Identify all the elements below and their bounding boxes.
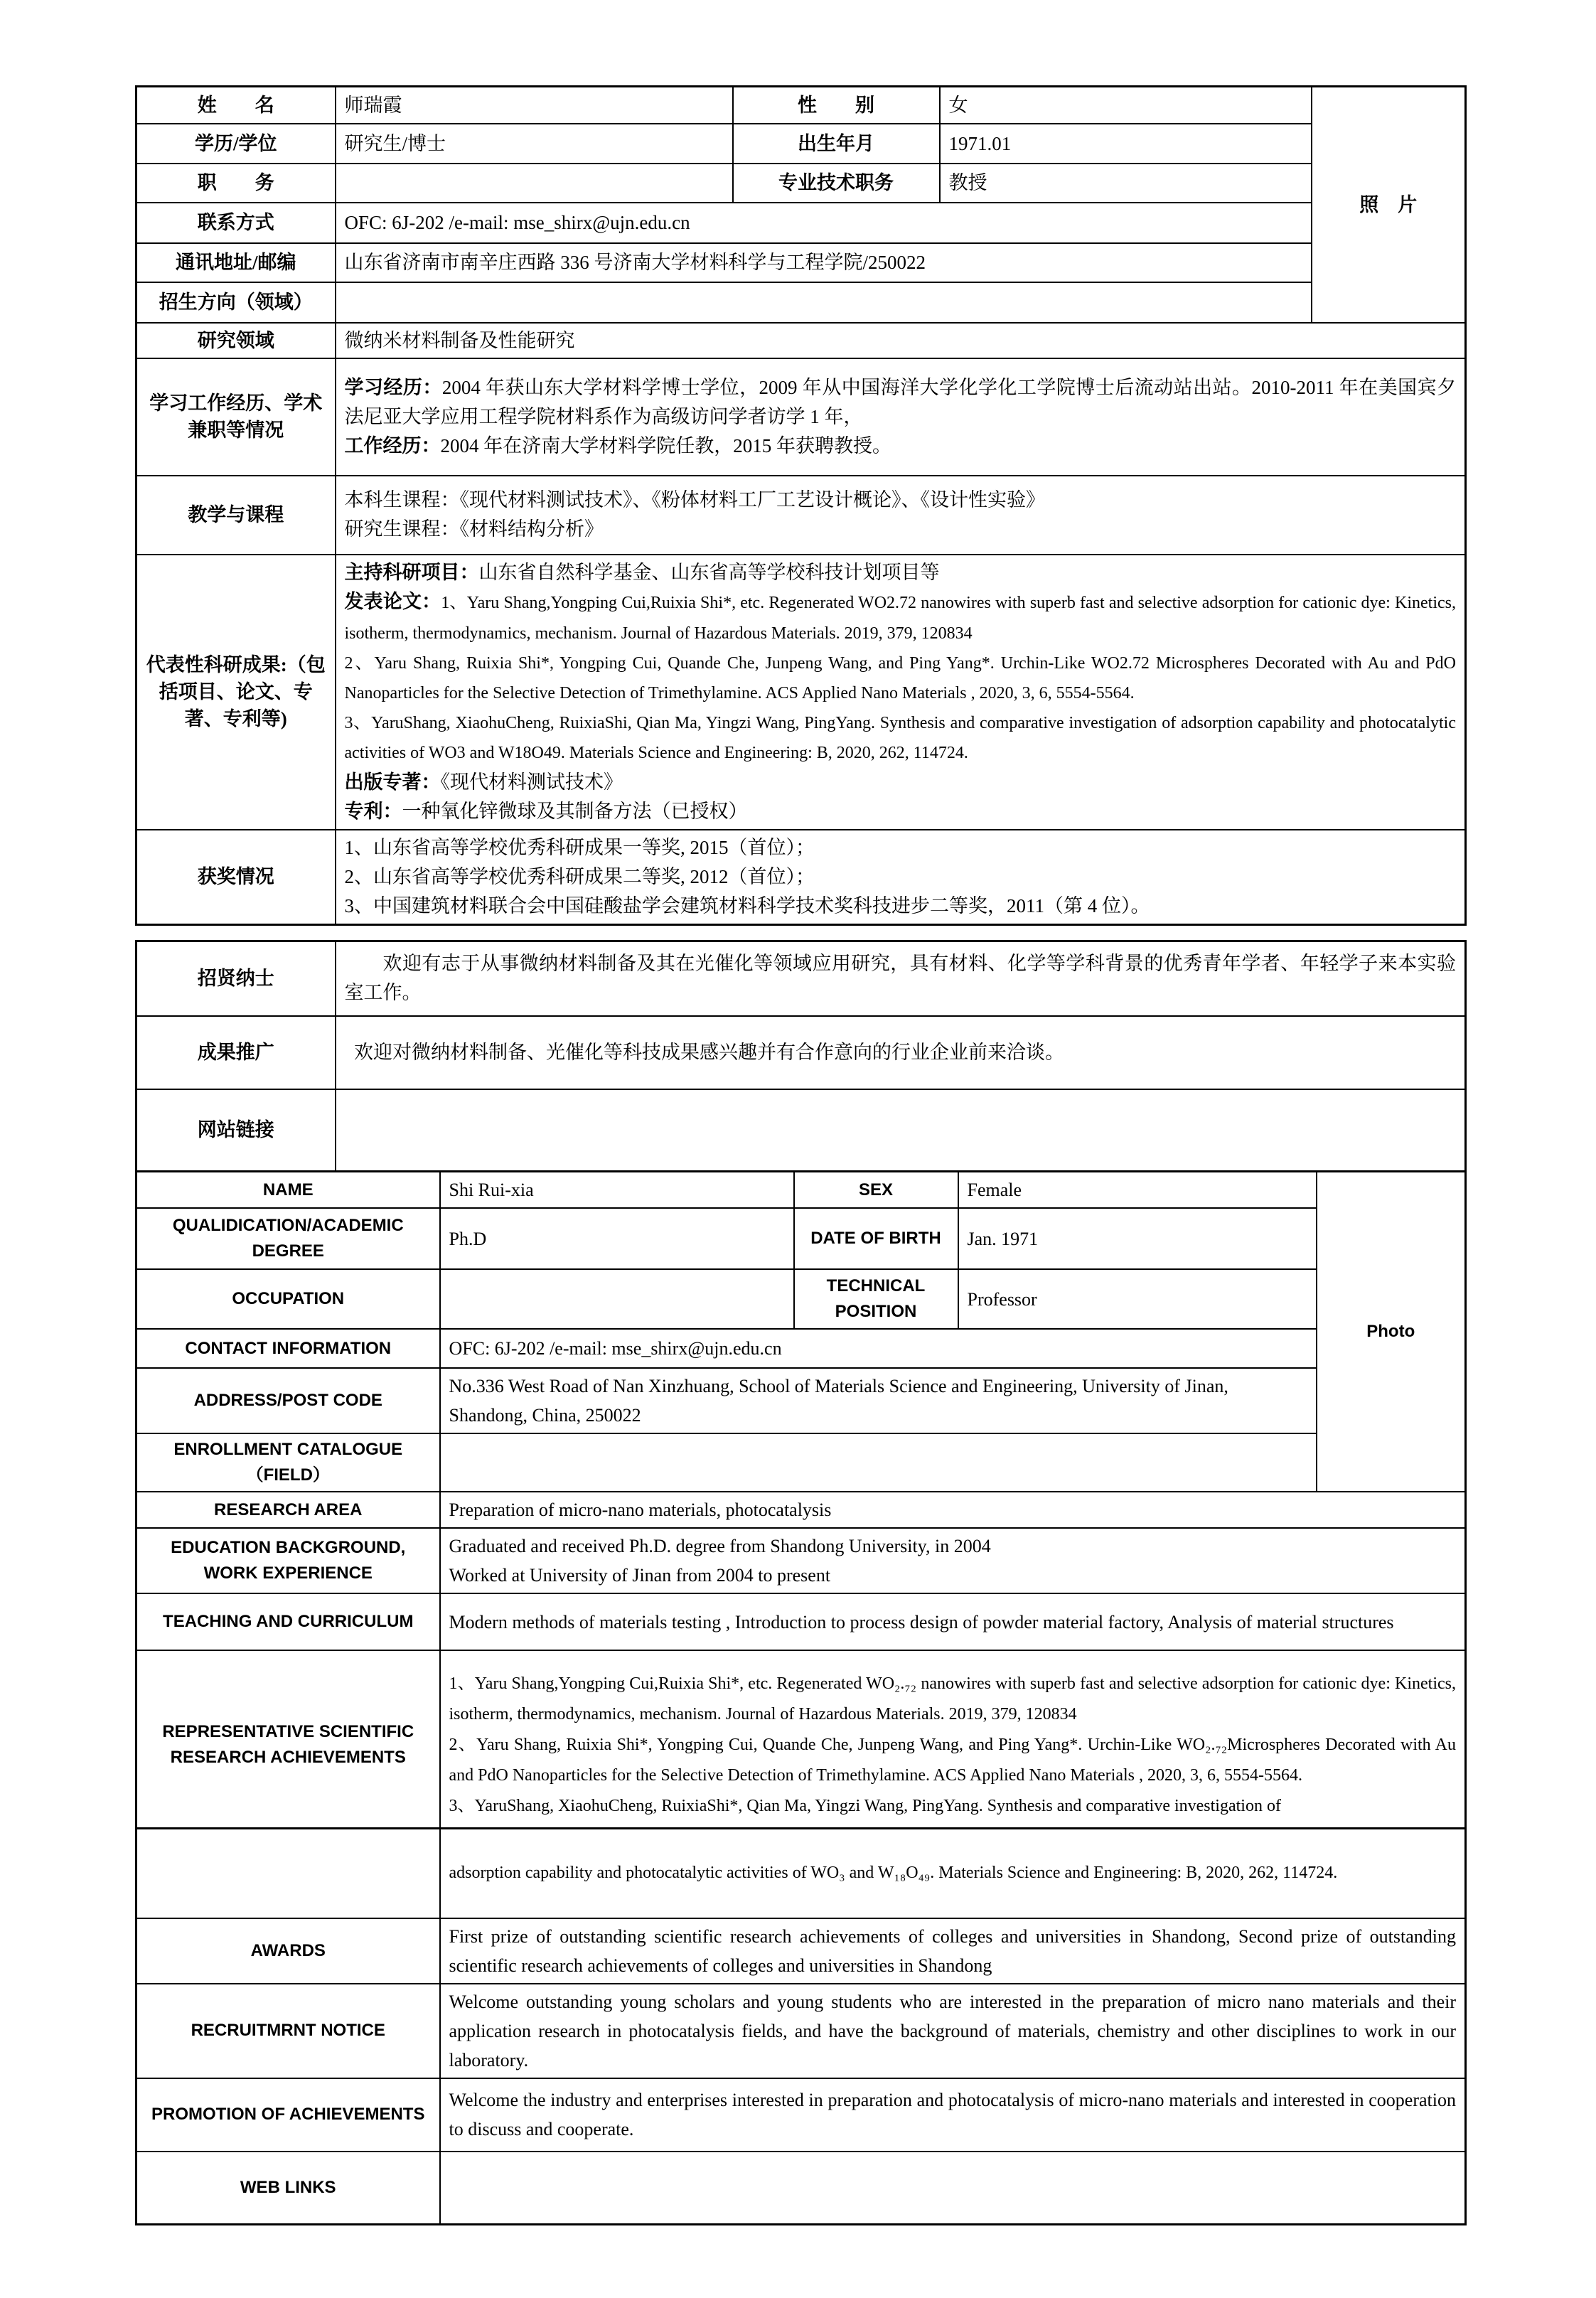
- study-line-heading: 工作经历：: [344, 434, 441, 456]
- cn-recruit-value: 欢迎有志于从事微纳材料制备及其在光催化等领域应用研究，具有材料、化学等学科背景的优秀青年学者、年轻学子来本实验室工作。: [336, 941, 1466, 1016]
- en-teaching-label: TEACHING AND CURRICULUM: [136, 1593, 440, 1650]
- en-address-label: ADDRESS/POST CODE: [136, 1368, 440, 1433]
- en-achievements-label: REPRESENTATIVE SCIENTIFIC RESEARCH ACHIEVEMENTS: [136, 1650, 440, 1840]
- cn-recruit-label: 招贤纳士: [136, 941, 336, 1016]
- cn-teaching-value: [336, 476, 1466, 555]
- en-sex-value: Female: [958, 1172, 1317, 1209]
- en-enrollment-label: ENROLLMENT CATALOGUE（FIELD）: [136, 1433, 440, 1492]
- study-line-text: 2004 年在济南大学材料学院任教，2015 年获聘教授。: [440, 434, 891, 456]
- cn-row-teaching: [136, 476, 1466, 555]
- cn-sex-value: 女: [940, 87, 1312, 124]
- award-line: 3、中国建筑材料联合会中国硅酸盐学会建筑材料科学技术奖科技进步二等奖，2011（第 4 位）。: [344, 894, 1150, 916]
- en-recruitment-label: RECRUITMRNT NOTICE: [136, 1984, 440, 2078]
- cn-birth-value: 1971.01: [940, 124, 1312, 164]
- cn-enrollment-value: [336, 282, 1312, 323]
- cn-row-weblinks: [136, 1089, 1466, 1172]
- en-awards-value: First prize of outstanding scientific research achievements of colleges and universities in Shandong, Second prize of outstanding scientific research achievements of colleges and universities in Shandong: [440, 1918, 1466, 1984]
- achievement-heading: 专利：: [344, 800, 402, 822]
- cn-name-label: 姓 名: [136, 87, 336, 124]
- award-line: 2、山东省高等学校优秀科研成果二等奖, 2012（首位）；: [344, 865, 815, 887]
- en-row-teaching: [136, 1593, 1466, 1650]
- cn-promotion-value: 欢迎对微纳材料制备、光催化等科技成果感兴趣并有合作意向的行业企业前来洽谈。: [336, 1016, 1466, 1089]
- en-teaching-value: Modern methods of materials testing , Introduction to process design of powder material factory, Analysis of material structures: [440, 1593, 1466, 1650]
- cn-profile-table: [135, 85, 1467, 926]
- en-row-name: [136, 1172, 1466, 1209]
- course-line: 研究生课程：《材料结构分析》: [344, 518, 604, 540]
- cn-row-awards: [136, 830, 1466, 925]
- achievement-line: 1、Yaru Shang,Yongping Cui,Ruixia Shi*, etc. Regenerated WO₂.₇₂ nanowires with superb fast and selective adsorption for cationic dye: Kinetics, isotherm, thermodynamics, mechanism. Journal of Hazardous Materials. 2019, 379, 120834: [449, 1674, 1456, 1724]
- en-photo-cell: Photo: [1317, 1172, 1466, 1492]
- achievement-line: [345, 708, 1457, 768]
- en-name-label: NAME: [136, 1172, 440, 1209]
- en-tech-label: TECHNICAL POSITION: [794, 1269, 958, 1329]
- cn-contact-label: 联系方式: [136, 203, 336, 243]
- en-education-value: [440, 1528, 1466, 1593]
- study-line-heading: 学习经历：: [344, 376, 442, 398]
- en-awards-label: AWARDS: [136, 1918, 440, 1984]
- en-continuation-table: [135, 1827, 1467, 2225]
- en-row-weblinks: [136, 2152, 1466, 2225]
- cn-contact-value: OFC: 6J-202 /e-mail: mse_shirx@ujn.edu.cn: [336, 203, 1312, 243]
- achievement-text: 山东省自然科学基金、山东省高等学校科技计划项目等: [478, 561, 940, 583]
- cn-degree-label: 学历/学位: [136, 124, 336, 164]
- en-contact-label: CONTACT INFORMATION: [136, 1329, 440, 1368]
- en-contact-value: OFC: 6J-202 /e-mail: mse_shirx@ujn.edu.cn: [440, 1329, 1317, 1368]
- cn-row-recruit: [136, 941, 1466, 1016]
- cn-research-label: 研究领域: [136, 323, 336, 358]
- en-row-education: [136, 1528, 1466, 1593]
- en-promotion-label: PROMOTION OF ACHIEVEMENTS: [136, 2078, 440, 2152]
- en-degree-value: Ph.D: [440, 1208, 794, 1269]
- achievement-line: [345, 648, 1457, 708]
- cn-sex-label: 性 别: [733, 87, 940, 124]
- cn-achievements-value: [336, 555, 1466, 830]
- cn-address-label: 通讯地址/邮编: [136, 243, 336, 282]
- en-cont-value: adsorption capability and photocatalytic activities of WO₃ and W₁₈O₄₉. Materials Science and Engineering: B, 2020, 262, 114724.: [440, 1829, 1466, 1918]
- course-line: 本科生课程：《现代材料测试技术》、《粉体材料工厂工艺设计概论》、《设计性实验》: [344, 489, 1045, 511]
- en-research-label: RESEARCH AREA: [136, 1492, 440, 1528]
- en-promotion-value: Welcome the industry and enterprises interested in preparation and photocatalysis of micro-nano materials and interested in cooperation to discuss and cooperate.: [440, 2078, 1466, 2152]
- cn-tech-value: 教授: [940, 164, 1312, 203]
- education-line: Worked at University of Jinan from 2004 to present: [449, 1565, 831, 1586]
- en-occupation-label: OCCUPATION: [136, 1269, 440, 1329]
- en-weblinks-label: WEB LINKS: [136, 2152, 440, 2225]
- cn-address-value: 山东省济南市南辛庄西路 336 号济南大学材料科学与工程学院/250022: [336, 243, 1312, 282]
- cn-achievements-label: 代表性科研成果:（包括项目、论文、专著、专利等): [136, 555, 336, 830]
- achievement-text: 2、Yaru Shang, Ruixia Shi*, Yongping Cui, Quande Che, Junpeng Wang, and Ping Yang*. Urchin-Like WO2.72 Microspheres Decorated with Au and PdO Nanoparticles for the Selective Detection of Trimethylamine. ACS Applied Nano Materials , 2020, 3, 6, 5554-5564.: [344, 653, 1456, 702]
- achievement-line: [345, 768, 1457, 797]
- en-row-achievements: [136, 1650, 1466, 1840]
- en-profile-table: [135, 1170, 1467, 1842]
- en-weblinks-value: [440, 2152, 1466, 2225]
- en-tech-value: Professor: [958, 1269, 1317, 1329]
- en-cont-label: [136, 1829, 440, 1918]
- cn-enrollment-label: 招生方向（领域）: [136, 282, 336, 323]
- cn-row-research-area: [136, 323, 1466, 358]
- en-row-contact: [136, 1329, 1466, 1368]
- achievement-text: 3、YaruShang, XiaohuCheng, RuixiaShi, Qian Ma, Yingzi Wang, PingYang. Synthesis and comparative investigation of adsorption capability and photocatalytic activities of WO3 and W18O49. Materials Science and Engineering: B, 2020, 262, 114724.: [344, 713, 1456, 762]
- study-line: [345, 432, 1457, 461]
- cn-weblinks-label: 网站链接: [136, 1089, 336, 1172]
- achievement-text: 《现代材料测试技术》: [440, 771, 623, 793]
- cn-teaching-label: 教学与课程: [136, 476, 336, 555]
- cn-name-value: 师瑞霞: [336, 87, 733, 124]
- cn-birth-label: 出生年月: [733, 124, 940, 164]
- cn-row-study-work: [136, 358, 1466, 476]
- en-row-awards: [136, 1918, 1466, 1984]
- award-line: 1、山东省高等学校优秀科研成果一等奖, 2015（首位）；: [344, 836, 815, 858]
- en-row-research-area: [136, 1492, 1466, 1528]
- en-address-value: No.336 West Road of Nan Xinzhuang, School of Materials Science and Engineering, University of Jinan, Shandong, China, 250022: [440, 1368, 1317, 1433]
- en-enrollment-value: [440, 1433, 1317, 1492]
- cn-row-promotion: [136, 1016, 1466, 1089]
- cn-study-value: [336, 358, 1466, 476]
- achievement-text: 1、Yaru Shang,Yongping Cui,Ruixia Shi*, etc. Regenerated WO2.72 nanowires with superb fast and selective adsorption for cationic dye: Kinetics, isotherm, thermodynamics, mechanism. Journal of Hazardous Materials. 2019, 379, 120834: [344, 593, 1457, 643]
- cn-row-contact: [136, 203, 1466, 243]
- en-name-value: Shi Rui-xia: [440, 1172, 794, 1209]
- cn-duty-label: 职 务: [136, 164, 336, 203]
- en-birth-label: DATE OF BIRTH: [794, 1208, 958, 1269]
- cn-degree-value: 研究生/博士: [336, 124, 733, 164]
- cn-recruiting-table: [135, 940, 1467, 1172]
- cn-row-duty: [136, 164, 1466, 203]
- en-recruitment-value: Welcome outstanding young scholars and young students who are interested in the preparation of micro nano materials and their application research in photocatalysis fields, and have the background of materials, chemistry and other disciplines to work in our laboratory.: [440, 1984, 1466, 2078]
- cn-awards-label: 获奖情况: [136, 830, 336, 925]
- cn-photo-cell: 照 片: [1312, 87, 1466, 323]
- achievement-line: [345, 558, 1457, 587]
- education-line: Graduated and received Ph.D. degree from Shandong University, in 2004: [449, 1536, 991, 1556]
- en-row-recruitment: [136, 1984, 1466, 2078]
- achievement-heading: 发表论文：: [344, 590, 441, 612]
- cn-research-value: 微纳米材料制备及性能研究: [336, 323, 1466, 358]
- cn-awards-value: [336, 830, 1466, 925]
- en-education-label: EDUCATION BACKGROUND, WORK EXPERIENCE: [136, 1528, 440, 1593]
- cn-tech-label: 专业技术职务: [733, 164, 940, 203]
- cn-study-label: 学习工作经历、学术兼职等情况: [136, 358, 336, 476]
- en-row-enrollment: [136, 1433, 1466, 1492]
- cn-weblinks-value: [336, 1089, 1466, 1172]
- cn-row-enrollment: [136, 282, 1466, 323]
- cn-promotion-label: 成果推广: [136, 1016, 336, 1089]
- achievement-line: 2、Yaru Shang, Ruixia Shi*, Yongping Cui, Quande Che, Junpeng Wang, and Ping Yang*. Urchin-Like WO₂.₇₂Microspheres Decorated with Au and PdO Nanoparticles for the Selective Detection of Trimethylamine. ACS Applied Nano Materials , 2020, 3, 6, 5554-5564.: [449, 1735, 1456, 1785]
- en-occupation-value: [440, 1269, 794, 1329]
- achievement-heading: 主持科研项目：: [344, 561, 479, 583]
- cn-row-achievements: [136, 555, 1466, 830]
- cn-duty-value: [336, 164, 733, 203]
- en-birth-value: Jan. 1971: [958, 1208, 1317, 1269]
- en-row-promotion: [136, 2078, 1466, 2152]
- achievement-line: 3、YaruShang, XiaohuCheng, RuixiaShi*, Qian Ma, Yingzi Wang, PingYang. Synthesis and comparative investigation of: [449, 1796, 1281, 1815]
- en-achievements-value: [440, 1650, 1466, 1840]
- cn-row-degree: [136, 124, 1466, 164]
- achievement-line: [345, 587, 1457, 648]
- achievement-heading: 出版专著：: [344, 771, 441, 793]
- cn-row-address: [136, 243, 1466, 282]
- en-row-address: [136, 1368, 1466, 1433]
- cn-row-name: [136, 87, 1466, 124]
- study-line-text: 2004 年获山东大学材料学博士学位，2009 年从中国海洋大学化学化工学院博士后流动站出站。2010-2011 年在美国宾夕法尼亚大学应用工程学院材料系作为高级访问学者访学 1 年，: [344, 376, 1456, 427]
- en-sex-label: SEX: [794, 1172, 958, 1209]
- en-row-occupation: [136, 1269, 1466, 1329]
- en-research-value: Preparation of micro-nano materials, photocatalysis: [440, 1492, 1466, 1528]
- study-line: [345, 373, 1457, 432]
- en-row-degree: [136, 1208, 1466, 1269]
- achievement-text: 一种氧化锌微球及其制备方法（已授权）: [402, 800, 748, 822]
- achievement-line: [345, 797, 1457, 826]
- en-degree-label: QUALIDICATION/ACADEMIC DEGREE: [136, 1208, 440, 1269]
- en-row-achievements-cont: [136, 1829, 1466, 1918]
